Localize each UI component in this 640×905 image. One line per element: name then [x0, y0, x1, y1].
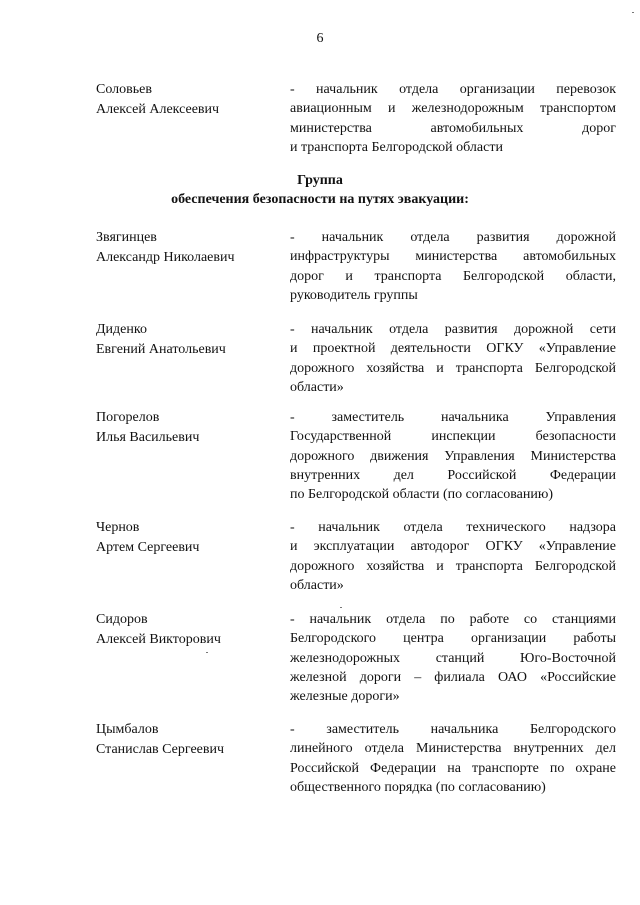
member-given-names: Алексей Алексеевич	[96, 102, 220, 117]
member-surname: Чернов	[96, 520, 140, 535]
group-heading	[0, 171, 640, 209]
position-line: Российской Федерации на транспорте по охране	[290, 760, 616, 776]
member-position	[290, 518, 616, 595]
position-line: и проектной деятельности ОГКУ «Управление	[290, 341, 616, 357]
member-position	[290, 320, 616, 397]
position-line: - начальник отдела технического надзора	[290, 520, 616, 535]
position-line: - заместитель начальника Управления	[290, 410, 616, 425]
position-line: области»	[290, 379, 344, 395]
position-line: руководитель группы	[290, 287, 418, 303]
member-name	[96, 518, 276, 558]
position-line: по Белгородской области (по согласованию)	[290, 487, 553, 503]
position-line: Государственной инспекции безопасности	[290, 429, 616, 445]
position-line: железные дороги»	[290, 689, 400, 705]
position-line: - начальник отдела организации перевозок	[290, 82, 616, 97]
member-name	[96, 408, 276, 448]
member-name	[96, 320, 276, 360]
position-line: министерства автомобильных дорог	[290, 120, 616, 136]
member-given-names: Александр Николаевич	[96, 250, 235, 265]
position-line: и транспорта Белгородской области	[290, 139, 503, 155]
position-line: авиационным и железнодорожным транспортом	[290, 101, 616, 117]
member-surname: Соловьев	[96, 82, 152, 97]
position-line: - начальник отдела развития дорожной сети	[290, 322, 616, 337]
position-line: - начальник отдела по работе со станциями	[290, 612, 616, 627]
position-line: линейного отдела Министерства внутренних дел	[290, 741, 616, 757]
member-name	[96, 610, 276, 650]
position-line: инфраструктуры министерства автомобильных	[290, 249, 616, 265]
member-surname: Звягинцев	[96, 230, 157, 245]
scan-speck	[206, 652, 208, 653]
position-line: общественного порядка (по согласованию)	[290, 779, 546, 795]
position-line: и эксплуатации автодорог ОГКУ «Управление	[290, 539, 616, 555]
member-position	[290, 720, 616, 797]
member-name	[96, 720, 276, 760]
member-given-names: Евгений Анатольевич	[96, 342, 226, 357]
member-surname: Диденко	[96, 322, 147, 337]
member-position	[290, 80, 616, 157]
member-given-names: Артем Сергеевич	[96, 540, 200, 555]
member-position	[290, 228, 616, 305]
scan-speck	[340, 607, 342, 608]
member-name	[96, 80, 276, 120]
position-line: дорожного движения Управления Министерства	[290, 448, 616, 464]
member-given-names: Станислав Сергеевич	[96, 742, 225, 757]
page-number: 6	[316, 31, 324, 46]
member-position	[290, 408, 616, 504]
member-given-names: Алексей Викторович	[96, 632, 221, 647]
member-surname: Цымбалов	[96, 722, 159, 737]
position-line: железной дороги – филиала ОАО «Российские	[290, 669, 616, 685]
scan-speck	[632, 12, 634, 13]
group-subtitle: обеспечения безопасности на путях эвакуации:	[171, 192, 469, 207]
position-line: дорог и транспорта Белгородской области,	[290, 268, 616, 284]
position-line: дорожного хозяйства и транспорта Белгородской	[290, 360, 616, 376]
member-surname: Сидоров	[96, 612, 148, 627]
position-line: - заместитель начальника Белгородского	[290, 722, 616, 737]
position-line: области»	[290, 577, 344, 593]
member-given-names: Илья Васильевич	[96, 430, 200, 445]
position-line: внутренних дел Российской Федерации	[290, 467, 616, 483]
member-name	[96, 228, 276, 268]
member-position	[290, 610, 616, 706]
position-line: Белгородского центра организации работы	[290, 631, 616, 647]
position-line: дорожного хозяйства и транспорта Белгородской	[290, 558, 616, 574]
group-title: Группа	[297, 173, 343, 188]
member-surname: Погорелов	[96, 410, 160, 425]
position-line: железнодорожных станций Юго-Восточной	[290, 650, 616, 666]
position-line: - начальник отдела развития дорожной	[290, 230, 616, 245]
